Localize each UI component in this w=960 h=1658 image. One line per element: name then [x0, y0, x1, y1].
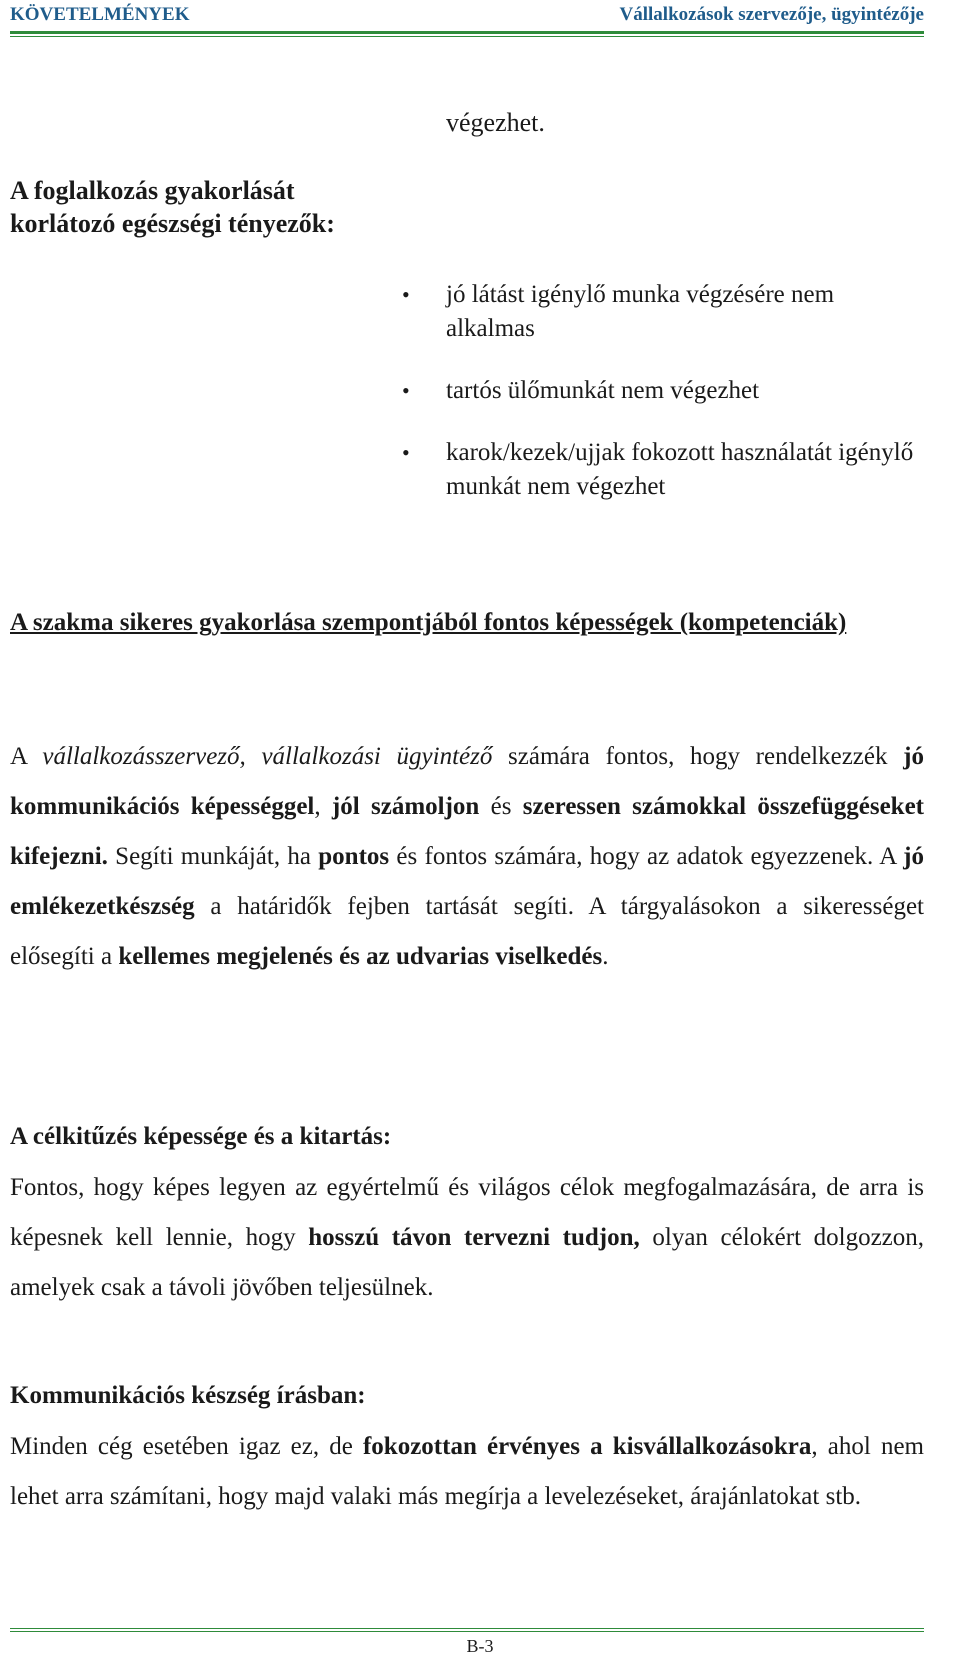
page-header [10, 0, 924, 30]
competencies-paragraph: A vállalkozásszervező, vállalkozási ügyintéző számára fontos, hogy rendelkezzék jó kommunikációs képességgel, jól számoljon és szeressen számokkal összefüggéseket kifejezni. Segíti munkáját, ha pontos és fontos számára, hogy az adatok egyezzenek. A jó emlékezetkészség a határidők fejben tartását segíti. A tárgyalásokon a sikerességet elősegíti a kellemes megjelenés és az udvarias viselkedés. [10, 743, 924, 970]
bullet-icon: • [402, 378, 410, 403]
bullet-icon: • [402, 440, 410, 465]
list-item-text: karok/kezek/ujjak fokozott használatát igénylő munkát nem végezhet [446, 439, 914, 500]
list-item-text: tartós ülőmunkát nem végezhet [446, 377, 760, 404]
footer-divider [10, 1628, 924, 1629]
list-item [402, 374, 926, 408]
health-factors-list [402, 278, 926, 504]
written-communication-heading: Kommunikációs készség írásban: [10, 1382, 366, 1409]
goal-setting-paragraph: Fontos, hogy képes legyen az egyértelmű és világos célok megfogalmazására, de arra is képesnek kell lennie, hogy hosszú távon tervezni tudjon, olyan célokért dolgozzon, amelyek csak a távoli jövőben teljesülnek. [10, 1174, 925, 1301]
list-item-text: jó látást igénylő munka végzésére nem alkalmas [446, 281, 835, 342]
continued-text: végezhet. [446, 108, 545, 137]
competencies-heading: A szakma sikeres gyakorlása szempontjából fontos képességek (kompetenciák) [10, 609, 847, 636]
list-item [402, 436, 926, 504]
header-divider [10, 31, 924, 34]
header-section-title: KÖVETELMÉNYEK [10, 4, 190, 25]
header-document-title: Vállalkozások szervezője, ügyintézője [619, 4, 924, 25]
bullet-icon: • [402, 282, 410, 307]
written-communication-paragraph: Minden cég esetében igaz ez, de fokozottan érvényes a kisvállalkozásokra, ahol nem lehet arra számítani, hogy majd valaki más megírja a levelezéseket, árajánlatokat stb. [10, 1433, 924, 1510]
goal-setting-heading: A célkitűzés képessége és a kitartás: [10, 1123, 392, 1150]
header-divider-thin [10, 36, 924, 37]
health-factors-label: A foglalkozás gyakorlását korlátozó egészségi tényezők: [10, 176, 335, 238]
page-number: B-3 [466, 1636, 494, 1656]
list-item [402, 278, 926, 346]
footer-divider-thin [10, 1631, 924, 1632]
